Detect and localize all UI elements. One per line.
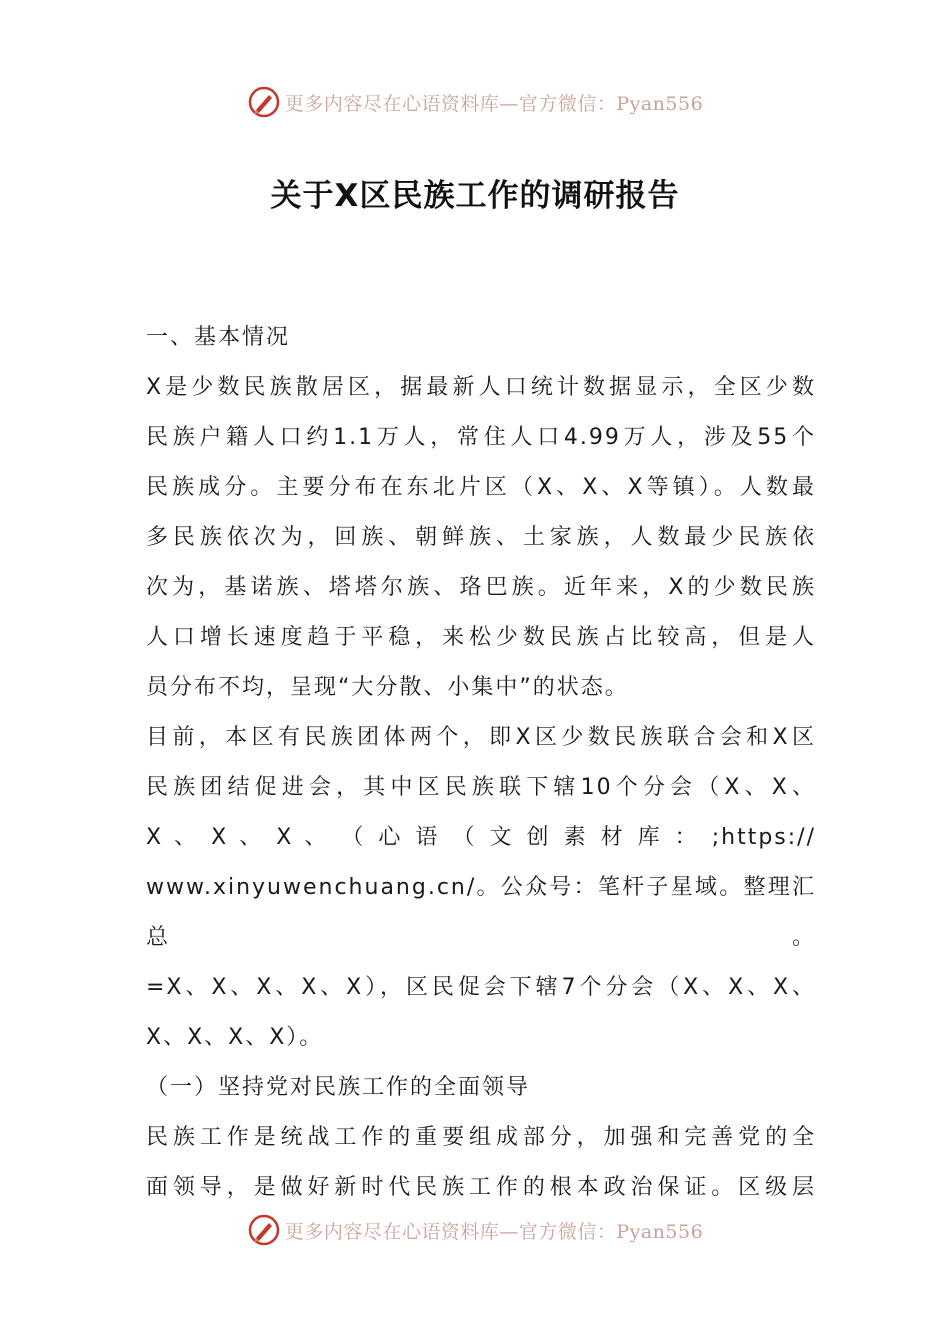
paragraph-line: 人口增长速度趋于平稳，来松少数民族占比较高，但是人 [146, 625, 816, 650]
paragraph-line: 民族户籍人口约1.1万人，常住人口4.99万人，涉及55个 [146, 425, 816, 450]
paragraph-line: 面领导，是做好新时代民族工作的根本政治保证。区级层 [146, 1175, 816, 1200]
paragraph-line: www.xinyuwenchuang.cn/。公众号：笔杆子星域。整理汇总。 [146, 875, 816, 950]
watermark-text: 更多内容尽在心语资料库—官方微信：Pyan556 [284, 92, 704, 115]
paragraph-line: 目前，本区有民族团体两个，即X区少数民族联合会和X区 [146, 725, 816, 750]
subsection-heading: （一）坚持党对民族工作的全面领导 [146, 1075, 531, 1100]
paragraph-line: X 、 X 、 X 、 （ 心 语 （ 文 创 素 材 库 ： ;https:// [146, 825, 816, 850]
document-title: 关于X区民族工作的调研报告 [270, 178, 680, 214]
header-watermark [0, 80, 950, 124]
paragraph-line: 多民族依次为，回族、朝鲜族、土家族，人数最少民族依 [146, 525, 816, 550]
pen-logo-icon [247, 85, 281, 119]
watermark-text: 更多内容尽在心语资料库—官方微信：Pyan556 [284, 1220, 704, 1243]
paragraph-line: 员分布不均，呈现“大分散、小集中”的状态。 [146, 675, 629, 700]
paragraph-line: =X、X、X、X、X），区民促会下辖7个分会（X、X、X、 [146, 975, 816, 1000]
footer-watermark [0, 1208, 950, 1252]
paragraph-line: 民族工作是统战工作的重要组成部分，加强和完善党的全 [146, 1125, 816, 1150]
paragraph-line: 民族团结促进会，其中区民族联下辖10个分会（X、X、 [146, 775, 816, 800]
section-heading: 一、基本情况 [146, 325, 291, 350]
paragraph-line: 民族成分。主要分布在东北片区（X、X、X等镇）。人数最 [146, 475, 816, 500]
paragraph-line: 次为，基诺族、塔塔尔族、珞巴族。近年来，X的少数民族 [146, 575, 816, 600]
pen-logo-icon [247, 1213, 281, 1247]
paragraph-line: X是少数民族散居区，据最新人口统计数据显示，全区少数 [146, 375, 816, 400]
document-body [146, 313, 816, 1213]
paragraph-line: X、X、X、X）。 [146, 1025, 324, 1050]
